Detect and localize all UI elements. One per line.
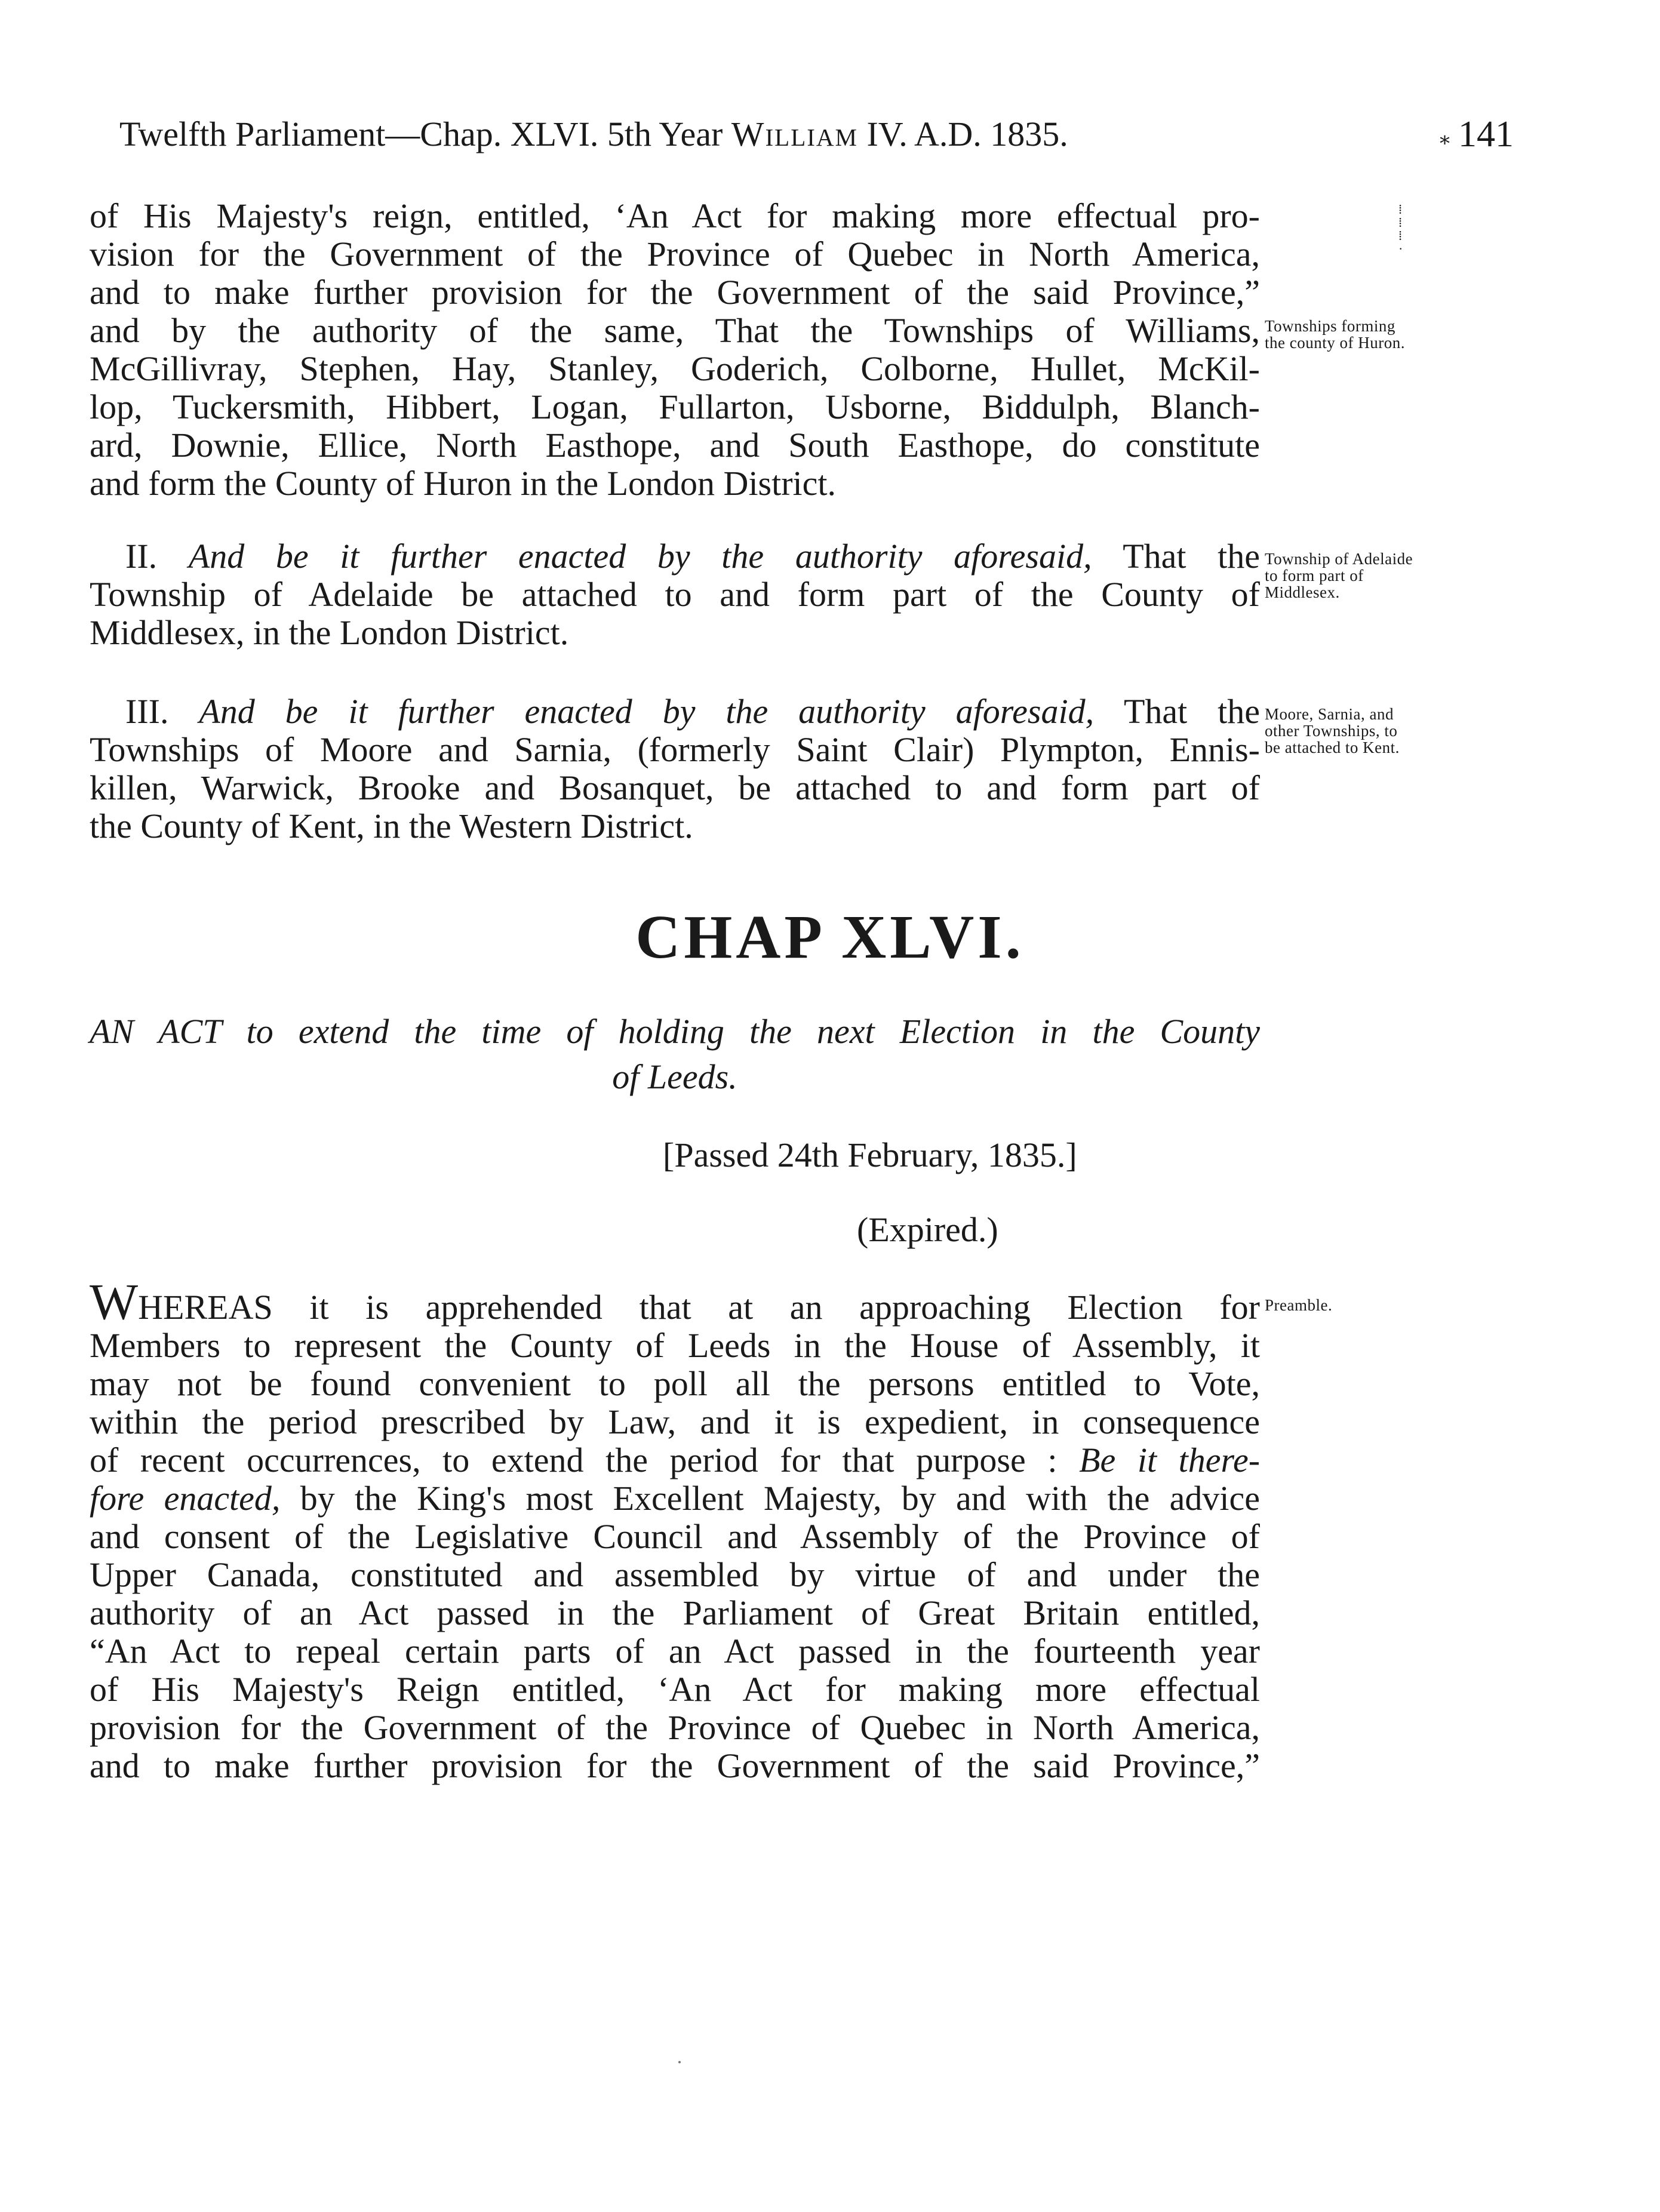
enacting-clause: And be it further enacted by the authority aforesaid, bbox=[199, 692, 1095, 731]
text-line: Members to represent the County of Leeds in the House of Assembly, it bbox=[90, 1326, 1260, 1365]
text-line: of recent occurrences, to extend the period for that purpose : Be it there- bbox=[90, 1441, 1261, 1479]
text-line: fore enacted, by the King's most Excellent Majesty, by and with the advice bbox=[90, 1479, 1260, 1518]
section-number: III. bbox=[125, 692, 169, 731]
enacting-clause: And be it further enacted by the authority aforesaid, bbox=[188, 537, 1092, 576]
text-line: and to make further provision for the Government of the said Province,” bbox=[90, 273, 1260, 312]
enacting-phrase: Be it there- bbox=[1079, 1441, 1261, 1479]
chapter-title: CHAP XLVI. bbox=[635, 903, 1025, 971]
act-title-line: AN ACT to extend the time of holding the next Election in the County bbox=[90, 1012, 1260, 1051]
text-line: “An Act to repeal certain parts of an Act passed in the fourteenth year bbox=[90, 1632, 1260, 1670]
section-2 bbox=[90, 537, 1260, 652]
section-2-first-line: II. And be it further enacted by the authority aforesaid, That the bbox=[90, 537, 1260, 576]
act-title bbox=[90, 1009, 1260, 1100]
enacting-phrase: fore enacted, bbox=[90, 1479, 281, 1518]
section-3 bbox=[90, 693, 1260, 845]
text-line: provision for the Government of the Province of Quebec in North America, bbox=[90, 1708, 1260, 1747]
passed-date: [Passed 24th February, 1835.] bbox=[663, 1136, 1077, 1174]
running-head-prefix: Twelfth Parliament—Chap. XLVI. 5th Year bbox=[119, 115, 723, 153]
text-line: Townships of Moore and Sarnia, (formerly Saint Clair) Plympton, Ennis- bbox=[90, 730, 1260, 769]
text-line: and form the County of Huron in the London District. bbox=[90, 464, 837, 503]
act-title-line: of Leeds. bbox=[612, 1057, 737, 1096]
text-line: Township of Adelaide be attached to and form part of the County of bbox=[90, 575, 1260, 614]
text-line: Upper Canada, constituted and assembled by virtue of and under the bbox=[90, 1555, 1260, 1594]
section-3-first-line: III. And be it further enacted by the authority aforesaid, That the bbox=[90, 693, 1260, 731]
page-number-block bbox=[1430, 107, 1514, 165]
text-line: may not be found convenient to poll all the persons entitled to Vote, bbox=[90, 1364, 1260, 1403]
preamble-first-line: WHEREAS it is apprehended that at an approaching Election for bbox=[90, 1273, 1260, 1330]
text-line: and to make further provision for the Government of the said Province,” bbox=[90, 1746, 1260, 1785]
continuation-paragraph bbox=[90, 197, 1260, 503]
running-head-king: William bbox=[731, 115, 858, 153]
text-line: authority of an Act passed in the Parliament of Great Britain entitled, bbox=[90, 1593, 1260, 1632]
section-number: II. bbox=[125, 537, 158, 576]
text-line: and consent of the Legislative Council and Assembly of the Province of bbox=[90, 1517, 1260, 1556]
margin-note-preamble: Preamble. bbox=[1265, 1296, 1333, 1314]
text-line: the County of Kent, in the Western District. bbox=[90, 807, 693, 845]
text-line: and by the authority of the same, That the Townships of Williams, bbox=[90, 311, 1260, 350]
ink-mark-icon: ⁎ bbox=[1440, 126, 1450, 149]
margin-note-kent: Moore, Sarnia, and other Townships, to be attached to Kent. bbox=[1265, 705, 1400, 756]
text-line: of His Majesty's Reign entitled, ‘An Act for making more effectual bbox=[90, 1670, 1260, 1709]
expired-note: (Expired.) bbox=[857, 1210, 998, 1249]
text-line: McGillivray, Stephen, Hay, Stanley, Goderich, Colborne, Hullet, McKil- bbox=[90, 349, 1260, 388]
text-line: ard, Downie, Ellice, North Easthope, and South Easthope, do constitute bbox=[90, 426, 1260, 464]
text-line: of His Majesty's reign, entitled, ‘An Act for making more effectual pro- bbox=[90, 196, 1260, 235]
text-line: killen, Warwick, Brooke and Bosanquet, be attached to and form part of bbox=[90, 768, 1260, 807]
running-head bbox=[119, 107, 1493, 161]
text-line: Middlesex, in the London District. bbox=[90, 613, 569, 652]
page-number: 141 bbox=[1458, 114, 1514, 155]
marginal-squiggle-icon: ⁞ ⁞ ⁞ · bbox=[1398, 202, 1403, 256]
text-line: vision for the Government of the Province of Quebec in North America, bbox=[90, 235, 1260, 273]
drop-cap: W bbox=[90, 1273, 139, 1330]
margin-note-adelaide: Township of Adelaide to form part of Middlesex. bbox=[1265, 550, 1413, 601]
text-line: lop, Tuckersmith, Hibbert, Logan, Fullarton, Usborne, Biddulph, Blanch- bbox=[90, 387, 1260, 426]
text-line: within the period prescribed by Law, and it is expedient, in consequence bbox=[90, 1402, 1260, 1441]
speck bbox=[678, 2061, 681, 2063]
preamble-paragraph bbox=[90, 1273, 1261, 1785]
margin-note-huron: Townships forming the county of Huron. bbox=[1265, 317, 1405, 352]
running-head-suffix: IV. A.D. 1835. bbox=[866, 115, 1068, 153]
